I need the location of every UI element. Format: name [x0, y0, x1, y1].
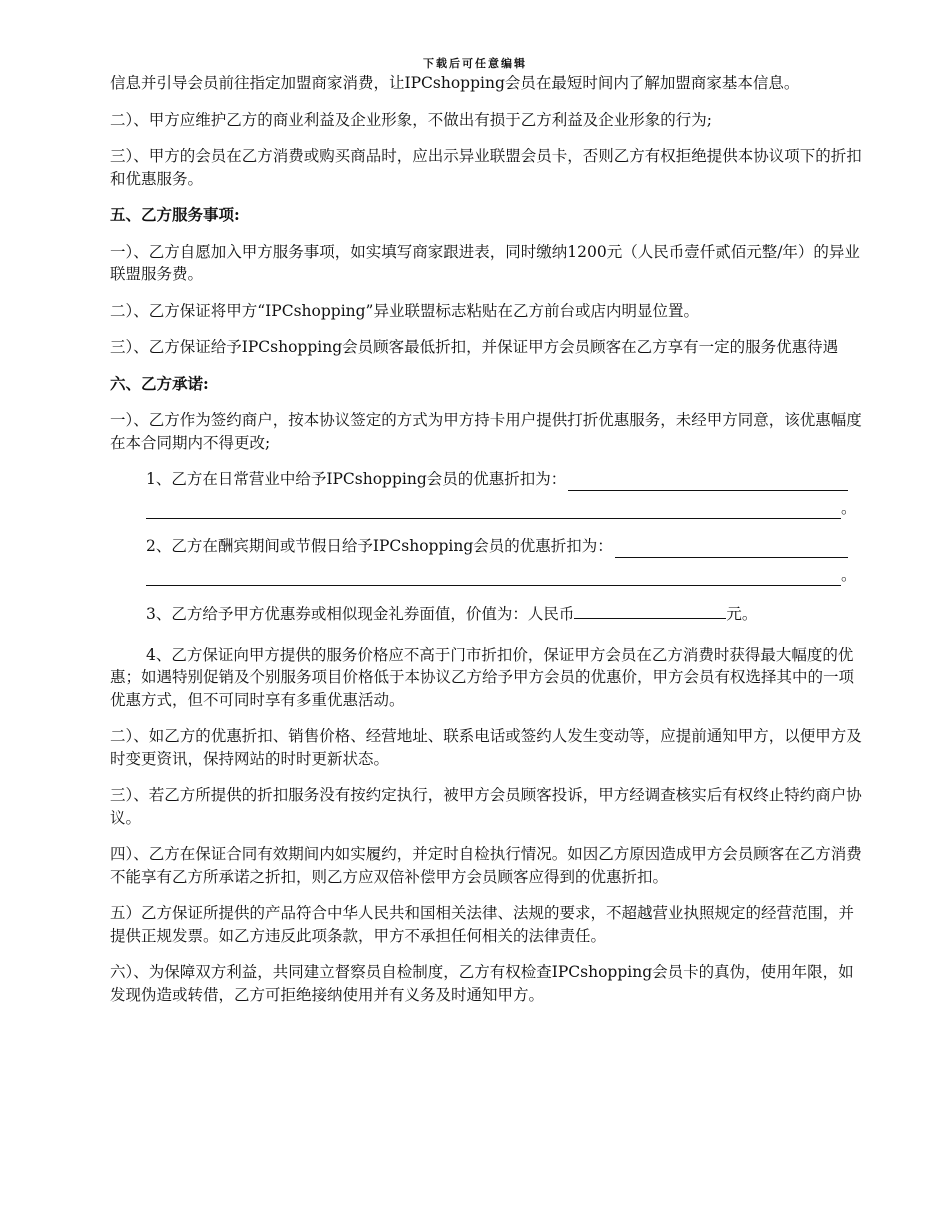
item-2-label: 2、乙方在酬宾期间或节假日给予IPCshopping会员的优惠折扣为： — [146, 537, 613, 555]
paragraph-5-3: 三）、乙方保证给予IPCshopping会员顾客最低折扣，并保证甲方会员顾客在乙方享有一定的服务优惠待遇 — [110, 338, 839, 356]
item-1-row — [110, 468, 848, 491]
item-1-period: 。 — [841, 498, 857, 517]
paragraph-6-2: 二）、如乙方的优惠折扣、销售价格、经营地址、联系电话或签约人发生变动等，应提前通知甲方，以便甲方及时变更资讯，保持网站的时时更新状态。 — [110, 727, 862, 768]
item-2-period: 。 — [841, 565, 857, 584]
item-3-blank — [574, 602, 726, 619]
item-4: 4、乙方保证向甲方提供的服务价格应不高于门市折扣价，保证甲方会员在乙方消费时获得最大幅度的优惠；如遇特别促销及个别服务项目价格低于本协议乙方给予甲方会员的优惠价，甲方会员有权选择其中的一项优惠方式，但不可同时享有多重优惠活动。 — [110, 645, 855, 709]
item-3-label: 3、乙方给予甲方优惠券或相似现金礼券面值，价值为：人民币 — [146, 605, 575, 623]
item-1-blank-line — [146, 502, 841, 519]
item-1-continuation — [146, 497, 866, 520]
paragraph-5-2: 二）、乙方保证将甲方“IPCshopping”异业联盟标志粘贴在乙方前台或店内明显位置。 — [110, 301, 699, 320]
paragraph-4-3: 三）、甲方的会员在乙方消费或购买商品时，应出示异业联盟会员卡，否则乙方有权拒绝提供本协议项下的折扣和优惠服务。 — [110, 147, 862, 188]
paragraph-6-4: 四）、乙方在保证合同有效期间内如实履约，并定时自检执行情况。如因乙方原因造成甲方会员顾客在乙方消费不能享有乙方所承诺之折扣，则乙方应双倍补偿甲方会员顾客应得到的优惠折扣。 — [110, 845, 862, 886]
section-heading-5: 五、乙方服务事项: — [110, 205, 240, 224]
paragraph-5-1: 一）、乙方自愿加入甲方服务事项，如实填写商家跟进表，同时缴纳1200元（人民币壹仟贰佰元整/年）的异业联盟服务费。 — [110, 242, 860, 283]
paragraph-intro: 信息并引导会员前往指定加盟商家消费，让IPCshopping会员在最短时间内了解加盟商家基本信息。 — [110, 74, 800, 92]
item-2-row — [110, 535, 848, 558]
item-3-row — [110, 602, 866, 626]
item-3-unit: 元。 — [726, 605, 758, 623]
item-1-label: 1、乙方在日常营业中给予IPCshopping会员的优惠折扣为： — [146, 470, 567, 488]
paragraph-6-6: 六）、为保障双方利益，共同建立督察员自检制度，乙方有权检查IPCshopping会员卡的真伪，使用年限，如发现伪造或转借，乙方可拒绝接纳使用并有义务及时通知甲方。 — [110, 963, 854, 1004]
paragraph-6-1: 一）、乙方作为签约商户，按本协议签定的方式为甲方持卡用户提供打折优惠服务，未经甲方同意，该优惠幅度在本合同期内不得更改; — [110, 411, 862, 452]
item-2-blank — [615, 541, 848, 558]
item-1-blank — [568, 474, 848, 491]
page-header-note: 下载后可任意编辑 — [423, 57, 527, 70]
document-body — [110, 72, 866, 1020]
paragraph-6-5: 五）乙方保证所提供的产品符合中华人民共和国相关法律、法规的要求，不超越营业执照规定的经营范围，并提供正规发票。如乙方违反此项条款，甲方不承担任何相关的法律责任。 — [110, 904, 855, 945]
paragraph-6-3: 三）、若乙方所提供的折扣服务没有按约定执行，被甲方会员顾客投诉，甲方经调查核实后有权终止特约商户协议。 — [110, 786, 862, 827]
paragraph-4-2: 二）、甲方应维护乙方的商业利益及企业形象，不做出有损于乙方利益及企业形象的行为; — [110, 110, 712, 129]
section-heading-6: 六、乙方承诺: — [110, 373, 209, 393]
item-2-blank-line — [146, 569, 841, 586]
item-2-continuation — [146, 564, 866, 587]
